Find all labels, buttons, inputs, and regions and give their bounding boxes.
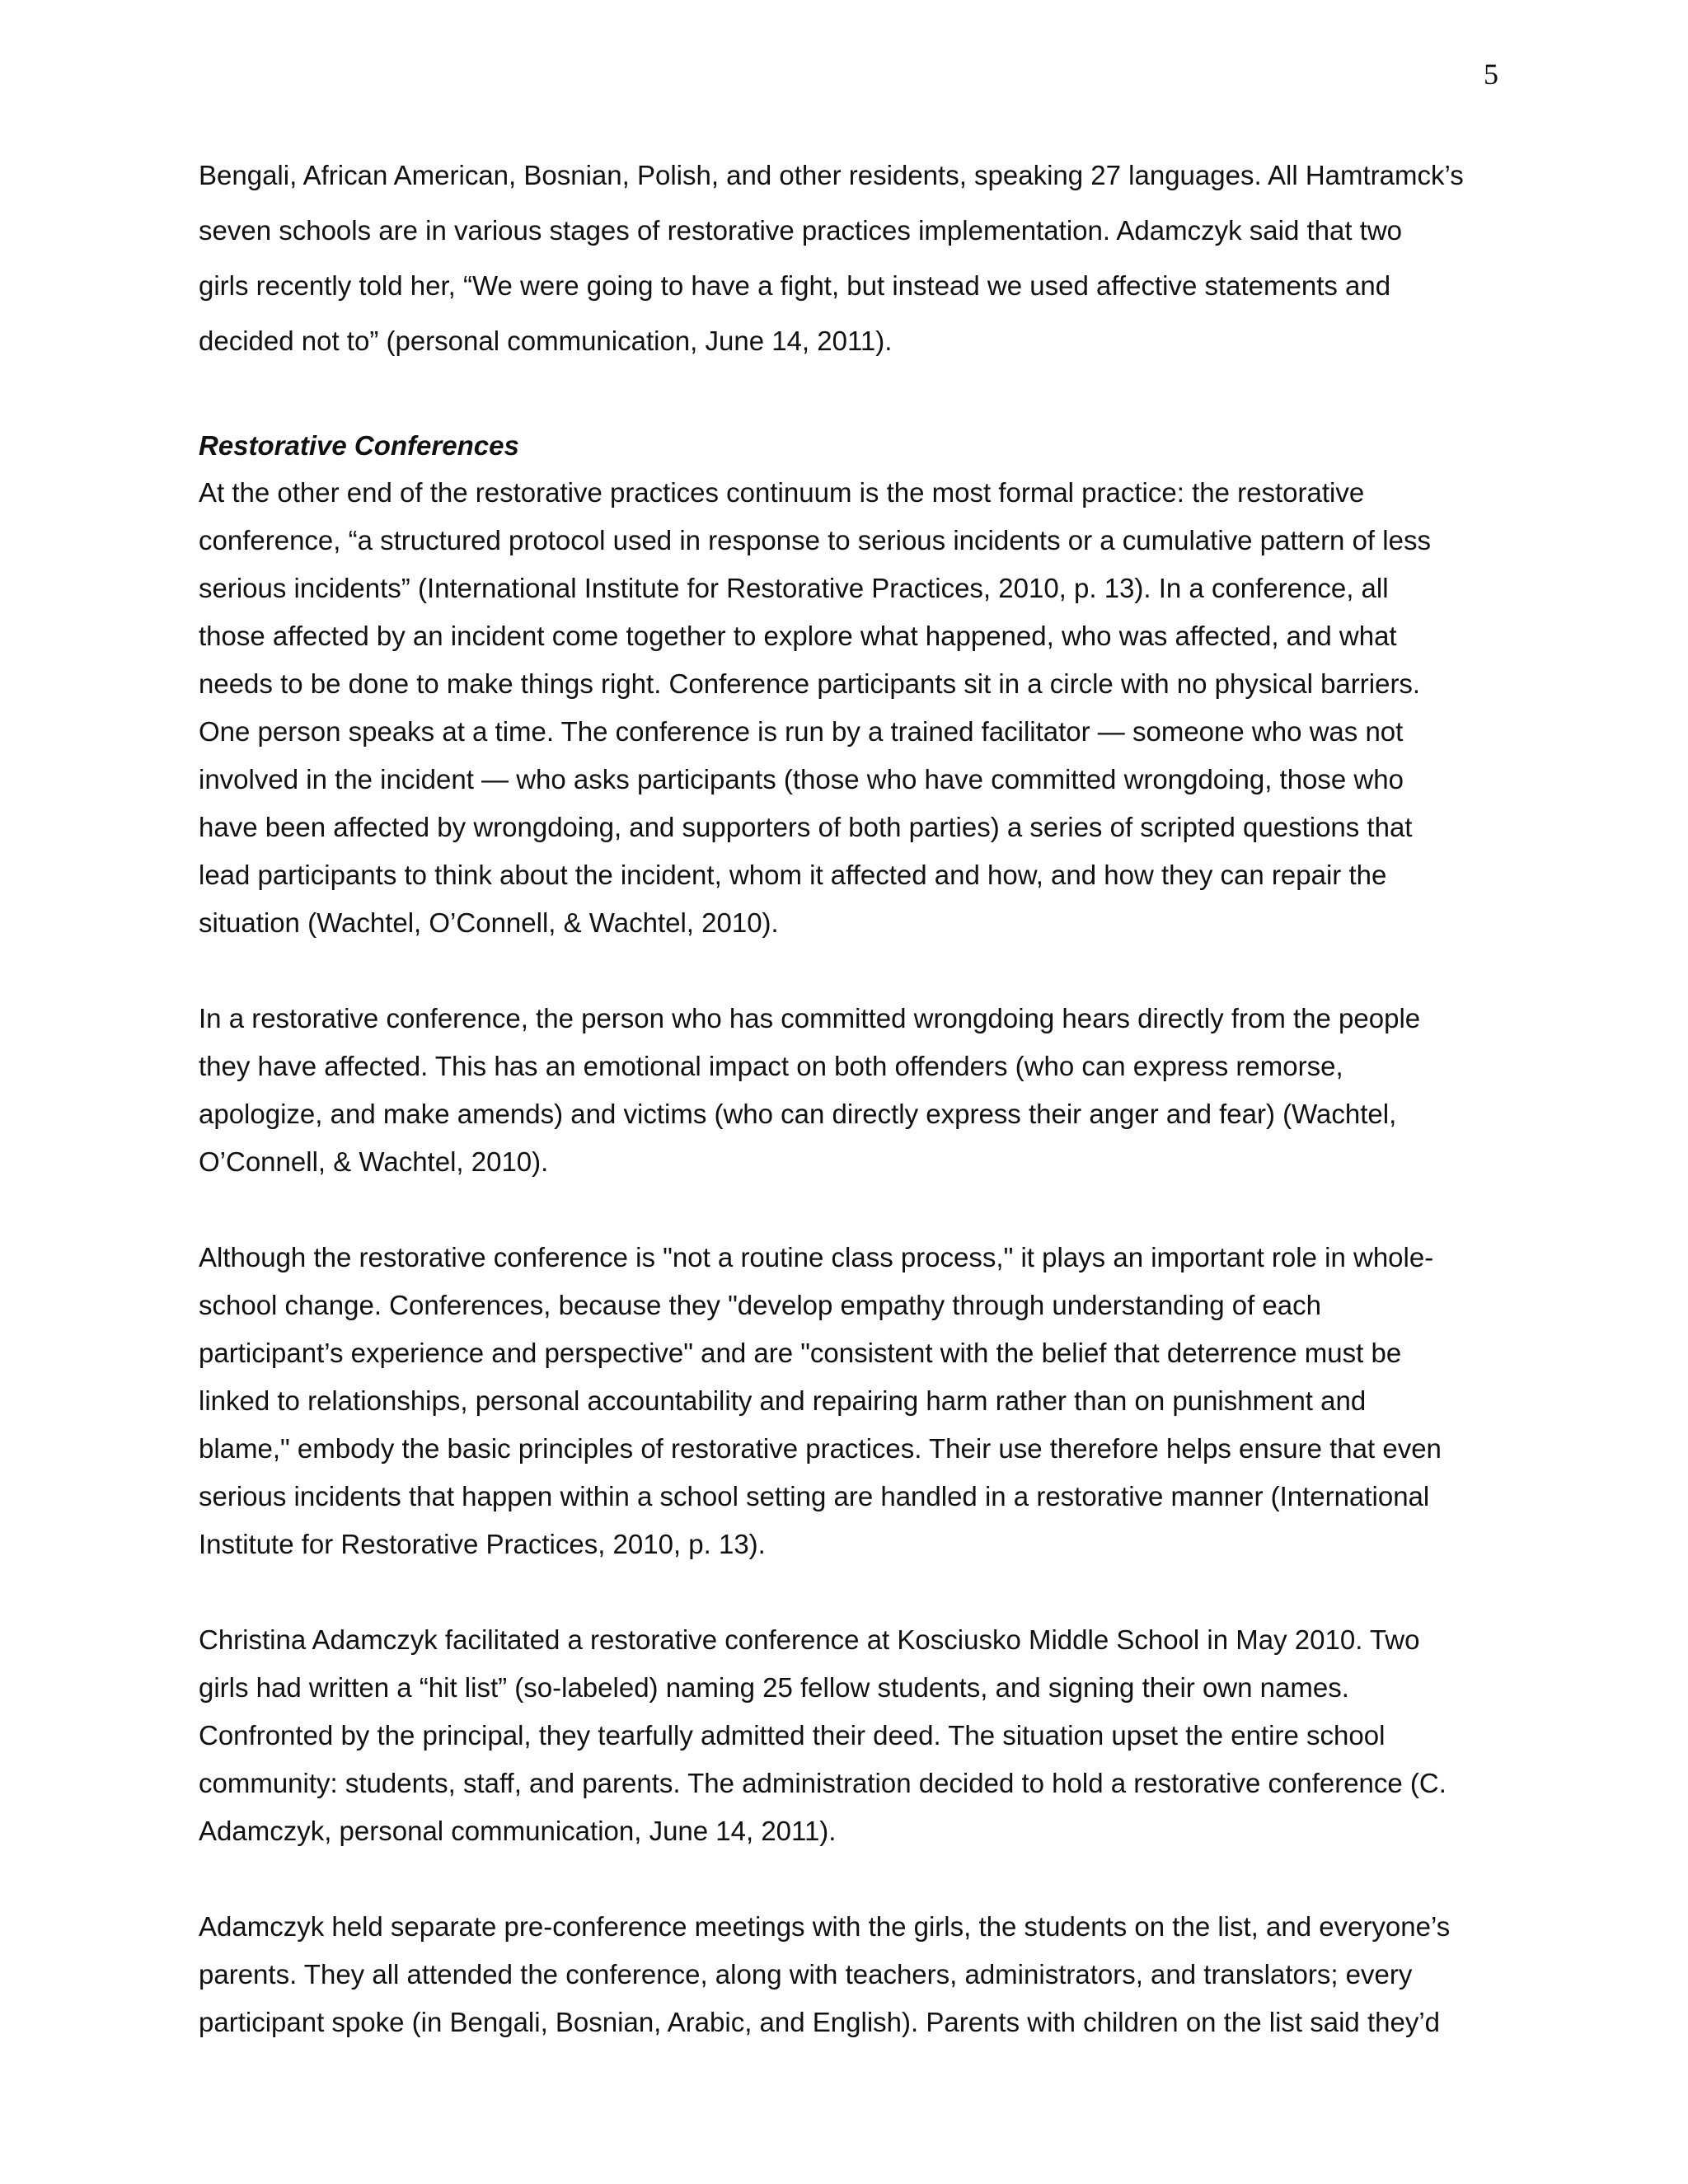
text-line: involved in the incident — who asks participants (those who have committed wrongdoing, those who [199, 764, 1404, 794]
text-line: situation (Wachtel, O’Connell, & Wachtel, 2010). [199, 907, 779, 938]
text-line: seven schools are in various stages of restorative practices implementation. Adamczyk said that two [199, 215, 1403, 246]
text-line: Although the restorative conference is "not a routine class process," it plays an important role in whole- [199, 1242, 1434, 1272]
text-line: decided not to” (personal communication, June 14, 2011). [199, 326, 893, 356]
page-number: 5 [1484, 58, 1498, 91]
text-line: O’Connell, & Wachtel, 2010). [199, 1146, 549, 1177]
text-line: blame," embody the basic principles of restorative practices. Their use therefore helps ensure that even [199, 1433, 1442, 1464]
text-line: In a restorative conference, the person who has committed wrongdoing hears directly from the people [199, 1003, 1421, 1033]
text-line: girls had written a “hit list” (so-labeled) naming 25 fellow students, and signing their own names. [199, 1672, 1349, 1703]
text-line: One person speaks at a time. The conference is run by a trained facilitator — someone who was not [199, 716, 1404, 747]
text-line: Confronted by the principal, they tearfully admitted their deed. The situation upset the entire school [199, 1720, 1386, 1750]
text-line: At the other end of the restorative practices continuum is the most formal practice: the restorative [199, 477, 1365, 508]
text-line: community: students, staff, and parents. The administration decided to hold a restorative conference (C. [199, 1768, 1447, 1798]
text-line: those affected by an incident come together to explore what happened, who was affected, and what [199, 621, 1397, 651]
text-line: Adamczyk held separate pre-conference meetings with the girls, the students on the list, and everyone’s [199, 1911, 1451, 1942]
text-line: have been affected by wrongdoing, and supporters of both parties) a series of scripted questions that [199, 812, 1413, 842]
text-line: linked to relationships, personal accountability and repairing harm rather than on punishment and [199, 1385, 1367, 1416]
text-line: apologize, and make amends) and victims (who can directly express their anger and fear) (Wachtel, [199, 1099, 1397, 1129]
text-line: serious incidents that happen within a school setting are handled in a restorative manner (International [199, 1481, 1430, 1511]
text-line: Bengali, African American, Bosnian, Polish, and other residents, speaking 27 languages. All Hamtramck’s [199, 160, 1464, 190]
text-line: participant’s experience and perspective" and are "consistent with the belief that deterrence must be [199, 1338, 1402, 1368]
text-line: Christina Adamczyk facilitated a restorative conference at Kosciusko Middle School in May 2010. Two [199, 1624, 1420, 1655]
text-line: they have affected. This has an emotional impact on both offenders (who can express remorse, [199, 1051, 1343, 1081]
section-heading: Restorative Conferences [199, 430, 519, 461]
text-line: conference, “a structured protocol used in response to serious incidents or a cumulative pattern of less [199, 525, 1431, 555]
text-line: participant spoke (in Bengali, Bosnian, Arabic, and English). Parents with children on the list said they’d [199, 2007, 1441, 2037]
text-line: serious incidents” (International Institute for Restorative Practices, 2010, p. 13). In a conference, all [199, 573, 1389, 603]
text-line: needs to be done to make things right. Conference participants sit in a circle with no physical barriers. [199, 668, 1421, 699]
text-line: Institute for Restorative Practices, 2010, p. 13). [199, 1529, 766, 1559]
text-line: Adamczyk, personal communication, June 14, 2011). [199, 1816, 837, 1846]
text-line: lead participants to think about the incident, whom it affected and how, and how they can repair the [199, 860, 1387, 890]
text-line: girls recently told her, “We were going to have a fight, but instead we used affective statements and [199, 270, 1391, 301]
text-line: parents. They all attended the conference, along with teachers, administrators, and translators; every [199, 1959, 1413, 1990]
text-line: school change. Conferences, because they "develop empathy through understanding of each [199, 1290, 1321, 1320]
